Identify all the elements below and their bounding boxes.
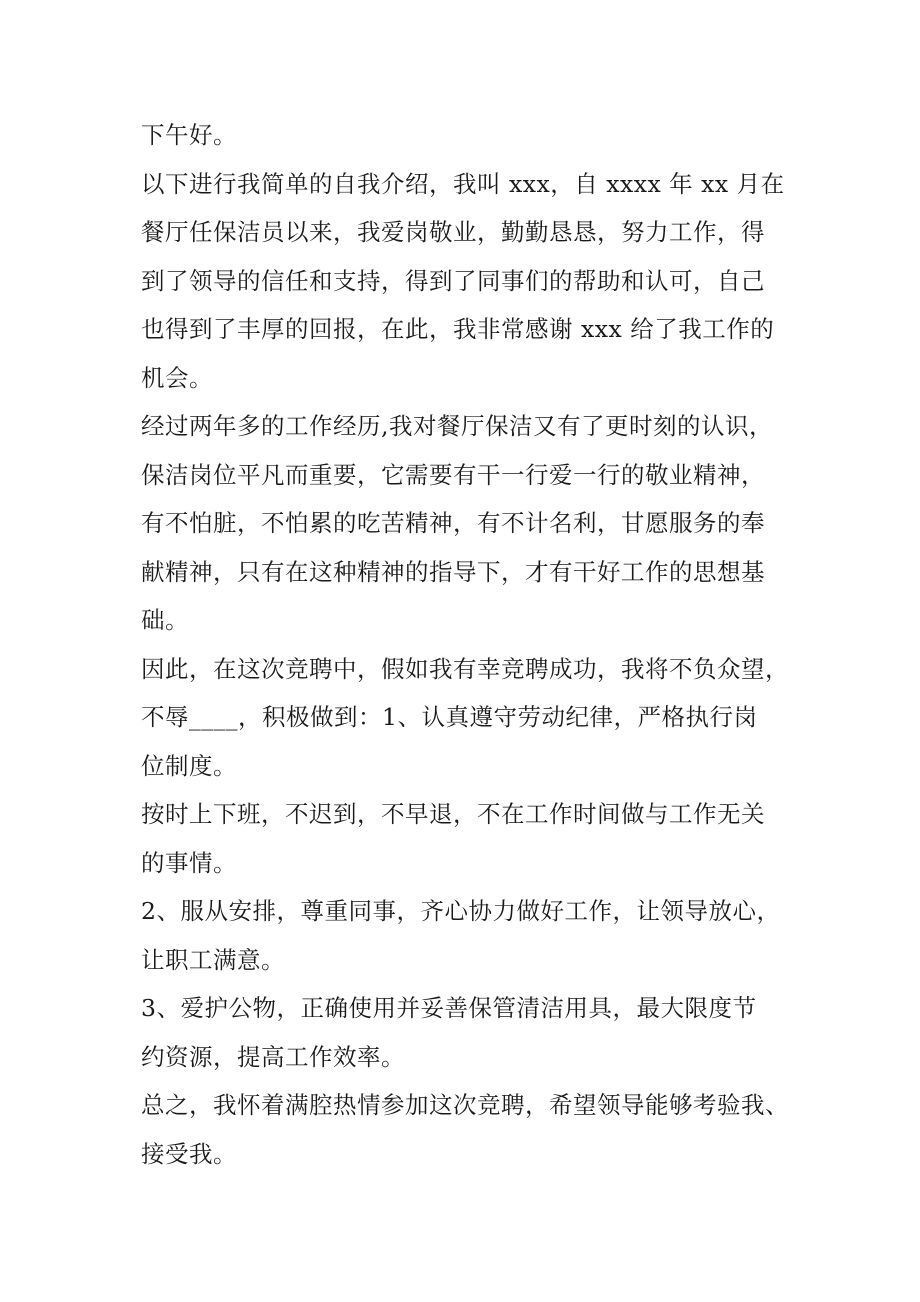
text-line: 的事情。	[141, 848, 237, 877]
text-line: 保洁岗位平凡而重要，它需要有干一行爱一行的敬业精神，	[141, 460, 765, 489]
text-line: 总之，我怀着满腔热情参加这次竞聘，希望领导能够考验我、	[141, 1091, 789, 1119]
text-line: 也得到了丰厚的回报，在此，我非常感谢 xxx 给了我工作的	[141, 315, 775, 343]
text-line: 让职工满意。	[141, 945, 285, 974]
text-line: 下午好。	[141, 121, 237, 149]
text-line: 3、爱护公物，正确使用并妥善保管清洁用具，最大限度节	[141, 994, 757, 1022]
text-line: 位制度。	[141, 751, 237, 780]
text-line: 础。	[141, 606, 189, 634]
text-line: 2、服从安排，尊重同事，齐心协力做好工作，让领导放心，	[141, 897, 781, 925]
document-body	[141, 111, 796, 1178]
text-line: 机会。	[141, 363, 213, 392]
text-line: 以下进行我简单的自我介绍，我叫 xxx，自 xxxx 年 xx 月在	[141, 169, 785, 198]
text-line: 接受我。	[141, 1139, 237, 1168]
text-line: 经过两年多的工作经历,我对餐厅保洁又有了更时刻的认识，	[141, 412, 773, 440]
text-line: 按时上下班，不迟到，不早退，不在工作时间做与工作无关	[141, 800, 765, 828]
text-line: 因此，在这次竞聘中，假如我有幸竞聘成功，我将不负众望，	[141, 654, 789, 683]
text-line: 约资源，提高工作效率。	[141, 1042, 405, 1071]
text-line: 有不怕脏，不怕累的吃苦精神，有不计名利，甘愿服务的奉	[141, 509, 765, 537]
text-line: 到了领导的信任和支持，得到了同事们的帮助和认可，自己	[141, 266, 765, 295]
text-line: 餐厅任保洁员以来，我爱岗敬业，勤勤恳恳，努力工作，得	[141, 218, 765, 246]
text-line: 献精神，只有在这种精神的指导下，才有干好工作的思想基	[141, 557, 765, 586]
text-line: 不辱____，积极做到：1、认真遵守劳动纪律，严格执行岗	[141, 703, 758, 731]
